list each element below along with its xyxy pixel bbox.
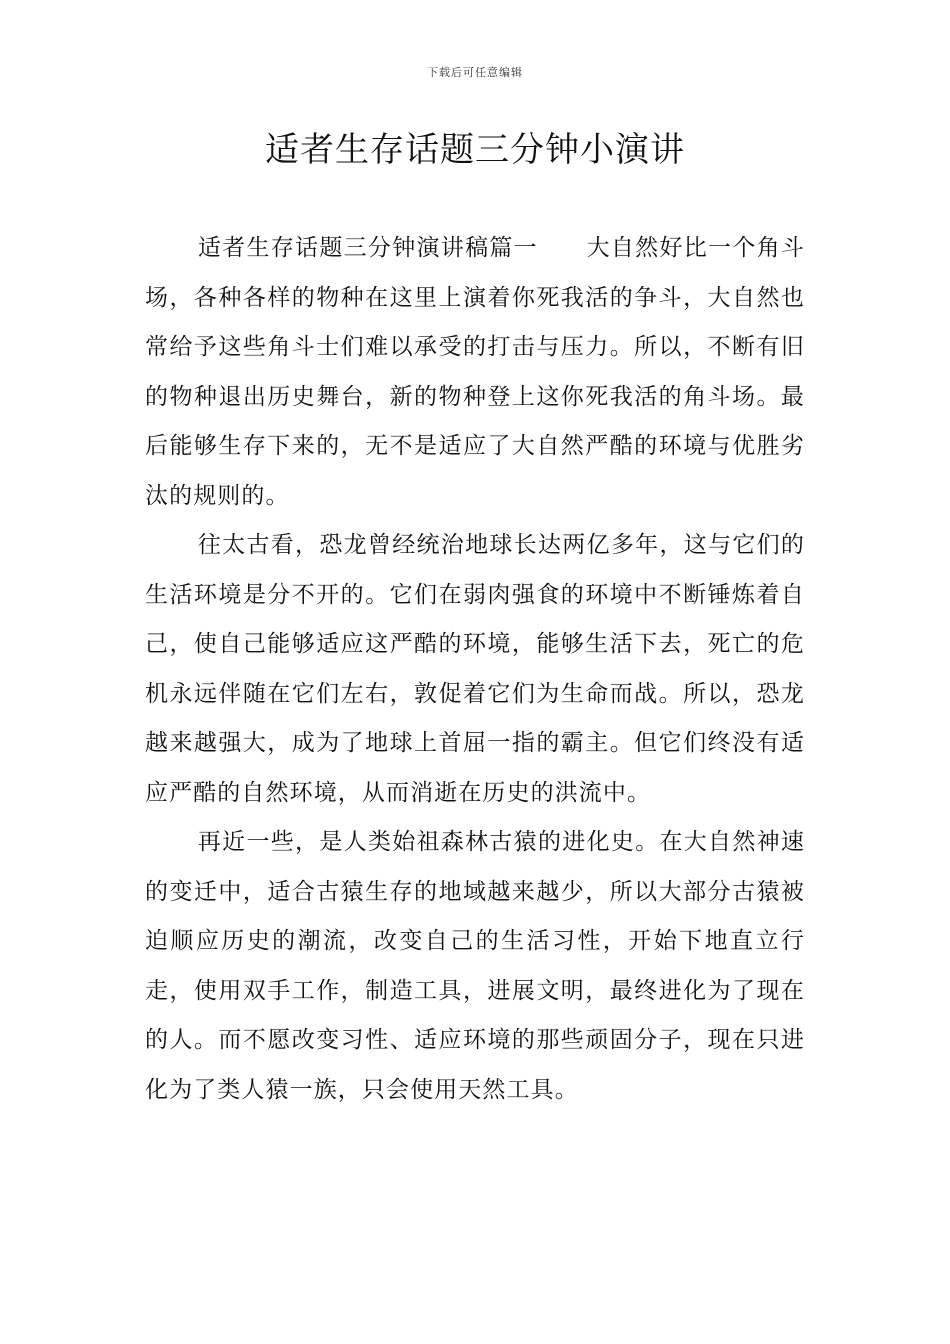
paragraph-2: 往太古看，恐龙曾经统治地球长达两亿多年，这与它们的生活环境是分不开的。它们在弱肉强食的环境中不断锤炼着自己，使自己能够适应这严酷的环境，能够生活下去，死亡的危机永远伴随在它们左右，敦促着它们为生命而战。所以，恐龙越来越强大，成为了地球上首屈一指的霸主。但它们终没有适应严酷的自然环境，从而消逝在历史的洪流中。 (145, 532, 805, 806)
document-body (145, 224, 805, 1115)
paragraph-3: 再近一些，是人类始祖森林古猿的进化史。在大自然神速的变迁中，适合古猿生存的地域越来越少，所以大部分古猿被迫顺应历史的潮流，改变自己的生活习性，开始下地直立行走，使用双手工作，制造工具，进展文明，最终进化为了现在的人。而不愿改变习性、适应环境的那些顽固分子，现在只进化为了类人猿一族，只会使用天然工具。 (145, 829, 805, 1103)
document-title: 适者生存话题三分钟小演讲 (265, 130, 685, 170)
header-note: 下载后可任意编辑 (427, 66, 523, 79)
paragraph-1: 适者生存话题三分钟演讲稿篇一 大自然好比一个角斗场，各种各样的物种在这里上演着你死我活的争斗，大自然也常给予这些角斗士们难以承受的打击与压力。所以，不断有旧的物种退出历史舞台，新的物种登上这你死我活的角斗场。最后能够生存下来的，无不是适应了大自然严酷的环境与优胜劣汰的规则的。 (145, 235, 805, 509)
